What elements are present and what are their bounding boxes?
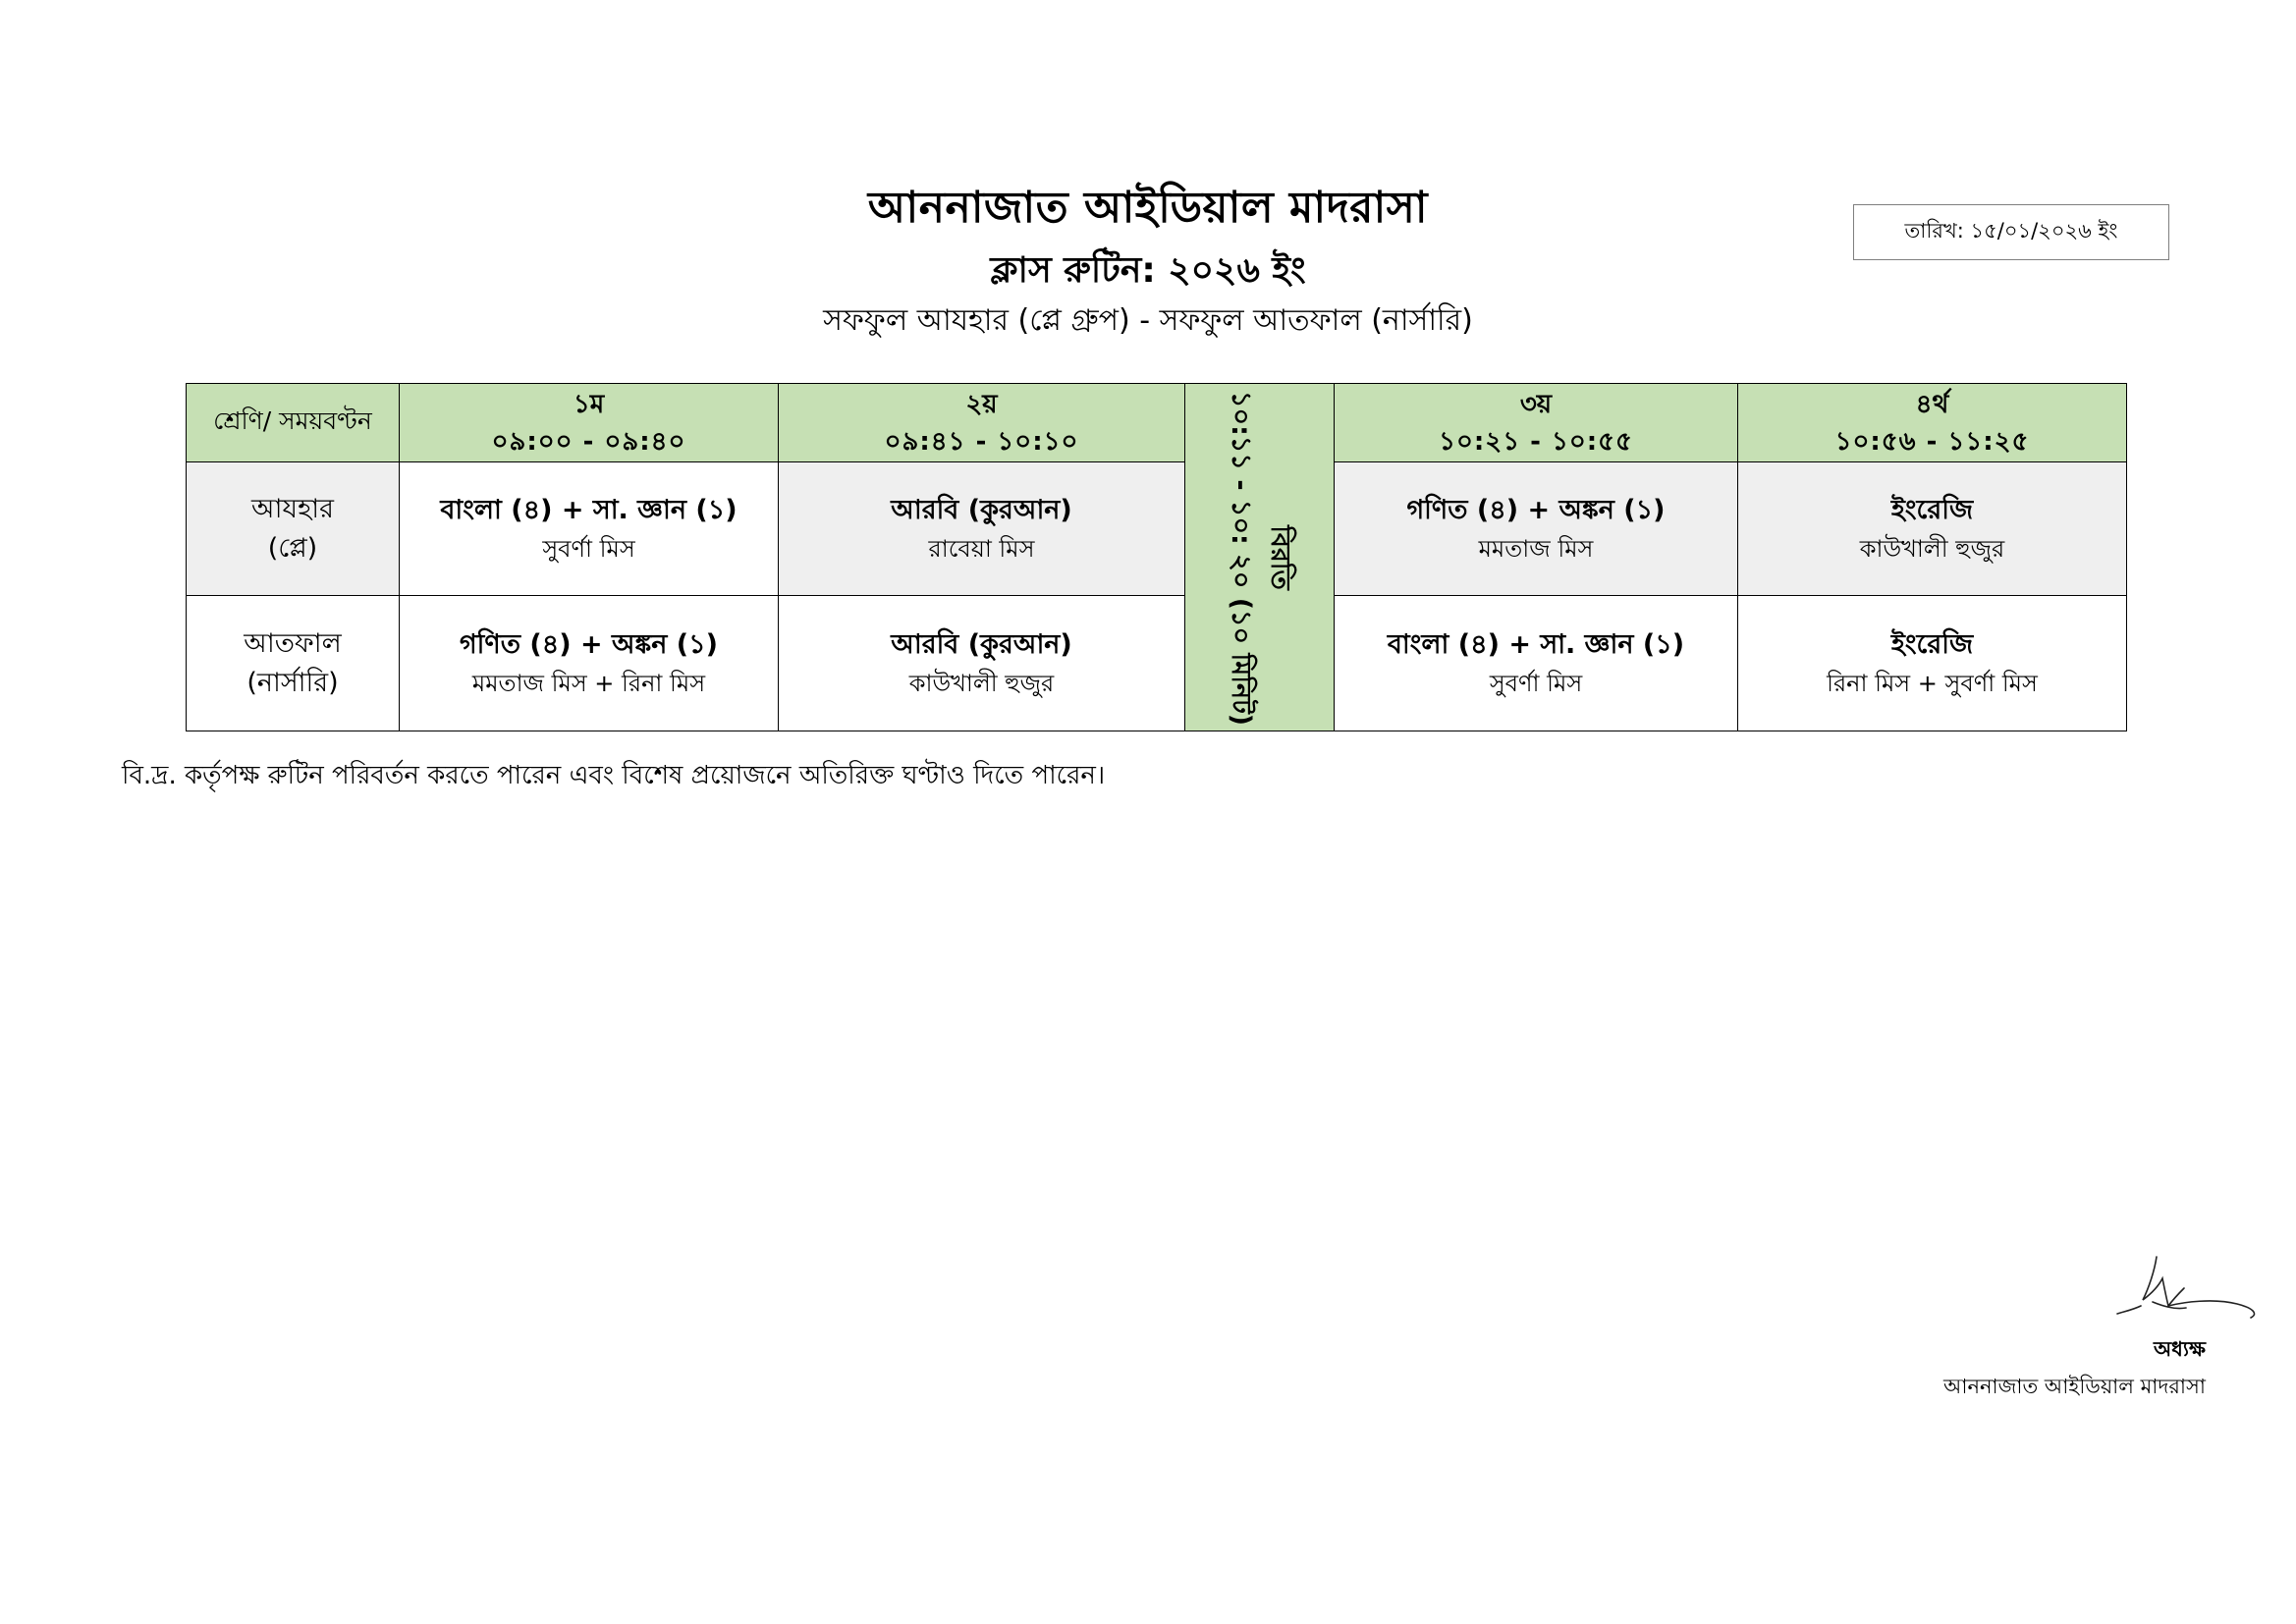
subject-text: বাংলা (৪) + সা. জ্ঞান (১)	[440, 494, 738, 525]
period-label: ৪র্থ	[1915, 389, 1949, 419]
teacher-text: মমতাজ মিস	[1478, 534, 1594, 563]
teacher-text: কাউখালী হুজুর	[1859, 534, 2005, 563]
period-label: ৩য়	[1519, 389, 1553, 419]
schedule-cell	[400, 596, 779, 731]
break-time: ১০:১১ - ১০: ২০ (১০ মিনিট)	[1225, 390, 1256, 726]
corner-label: শ্রেণি/ সময়বণ্টন	[213, 406, 372, 435]
table-row-atfal	[187, 596, 2127, 731]
footnote: বি.দ্র. কর্তৃপক্ষ রুটিন পরিবর্তন করতে পারেন এবং বিশেষ প্রয়োজনে অতিরিক্ত ঘণ্টাও দিতে পারেন।	[122, 761, 1106, 790]
table-row-azhar	[187, 462, 2127, 596]
class-name: আযহার	[251, 493, 334, 524]
class-routine-table	[186, 383, 2127, 731]
class-level: (নার্সারি)	[246, 667, 339, 698]
signature-image	[2115, 1249, 2263, 1335]
schedule-cell	[779, 462, 1185, 596]
period-label: ১ম	[573, 389, 605, 419]
classes-subtitle: সফফুল আযহার (প্লে গ্রুপ) - সফফুল আতফাল (নার্সারি)	[823, 303, 1473, 338]
period-time: ১০:২১ - ১০:৫৫	[1439, 426, 1633, 457]
subject-text: গণিত (৪) + অঙ্কন (১)	[1406, 494, 1666, 525]
subject-text: ইংরেজি	[1890, 494, 1974, 525]
signatory-organization: আননাজাত আইডিয়াল মাদরাসা	[1942, 1375, 2206, 1398]
school-name: আননাজাত আইডিয়াল মাদরাসা	[867, 183, 1429, 233]
schedule-cell	[1335, 462, 1738, 596]
teacher-text: সুবর্ণা মিস	[542, 534, 635, 563]
subject-text: গণিত (৪) + অঙ্কন (১)	[459, 628, 718, 660]
break-column	[1185, 384, 1335, 731]
period-header-1	[400, 384, 779, 462]
subject-text: আরবি (কুরআন)	[891, 494, 1072, 525]
schedule-cell	[400, 462, 779, 596]
schedule-cell	[779, 596, 1185, 731]
period-time: ১০:৫৬ - ১১:২৫	[1834, 426, 2030, 457]
teacher-text: রাবেয়া মিস	[928, 534, 1035, 563]
teacher-text: সুবর্ণা মিস	[1489, 669, 1583, 697]
date-text: তারিখ: ১৫/০১/২০২৬ ইং	[1904, 219, 2118, 243]
period-label: ২য়	[965, 389, 998, 419]
period-header-3	[1335, 384, 1738, 462]
class-name-cell	[187, 596, 400, 731]
signatory-role: অধ্যক্ষ	[2153, 1337, 2206, 1361]
corner-header-cell	[187, 384, 400, 462]
subject-text: বাংলা (৪) + সা. জ্ঞান (১)	[1387, 628, 1685, 660]
teacher-text: রিনা মিস + সুবর্ণা মিস	[1827, 669, 2038, 697]
class-level: (প্লে)	[267, 532, 318, 564]
period-header-2	[779, 384, 1185, 462]
class-name: আতফাল	[244, 627, 342, 659]
period-header-4	[1738, 384, 2127, 462]
teacher-text: কাউখালী হুজুর	[908, 669, 1055, 697]
date-box	[1853, 204, 2169, 260]
break-label: বিরতি	[1264, 524, 1295, 590]
schedule-cell	[1738, 596, 2127, 731]
subject-text: ইংরেজি	[1890, 628, 1974, 660]
schedule-cell	[1335, 596, 1738, 731]
break-text	[1221, 391, 1299, 725]
schedule-cell	[1738, 462, 2127, 596]
class-name-cell	[187, 462, 400, 596]
teacher-text: মমতাজ মিস + রিনা মিস	[471, 669, 706, 697]
table-header-row	[187, 384, 2127, 462]
period-time: ০৯:০০ - ০৯:৪০	[491, 426, 686, 457]
routine-title: ক্লাস রুটিন: ২০২৬ ইং	[990, 250, 1306, 291]
subject-text: আরবি (কুরআন)	[891, 628, 1072, 660]
period-time: ০৯:৪১ - ১০:১০	[884, 426, 1079, 457]
